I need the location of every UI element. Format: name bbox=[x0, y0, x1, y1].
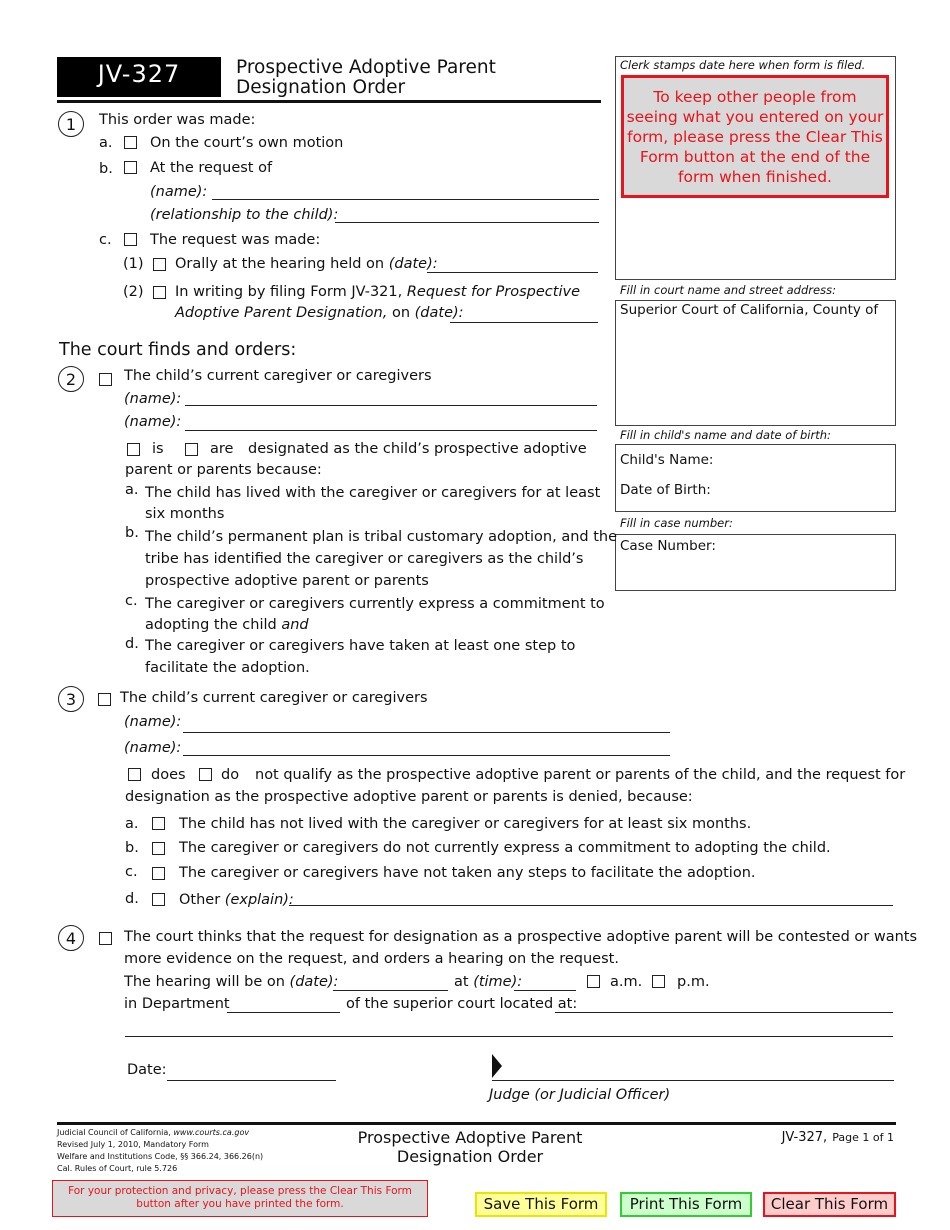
s1-c1-checkbox[interactable] bbox=[153, 258, 166, 271]
s3-does-label: does bbox=[151, 767, 186, 783]
footer-privacy-text: For your protection and privacy, please press the Clear This Form button after you have printed the form. bbox=[68, 1185, 412, 1210]
court-name-field[interactable] bbox=[615, 300, 896, 426]
child-dob-label: Date of Birth: bbox=[620, 482, 711, 498]
s4-location-field1[interactable] bbox=[555, 1012, 893, 1013]
s3-explain-field[interactable] bbox=[289, 905, 893, 906]
s3-name2-field[interactable] bbox=[183, 755, 670, 756]
s2-b2: tribe has identified the caregiver or caregivers as the child’s bbox=[145, 551, 584, 567]
s1-c-letter: c. bbox=[99, 232, 112, 248]
s2-designated: designated as the child’s prospective adoptive bbox=[248, 441, 587, 457]
item-4-number: 4 bbox=[58, 925, 84, 951]
s1-relationship-field[interactable] bbox=[335, 222, 599, 223]
s3-intro: The child’s current caregiver or caregivers bbox=[120, 690, 428, 706]
s4-line2: more evidence on the request, and orders a hearing on the request. bbox=[124, 951, 619, 967]
s1-c2-num: (2) bbox=[123, 284, 144, 300]
case-number-label: Case Number: bbox=[620, 538, 716, 554]
item-1-number: 1 bbox=[58, 111, 84, 137]
s2-is-label: is bbox=[152, 441, 164, 457]
s1-c2-line2: Adoptive Parent Designation, on (date): bbox=[175, 305, 464, 321]
court-name-text: Superior Court of California, County of bbox=[620, 302, 879, 318]
s1-c1-date-field[interactable] bbox=[427, 272, 598, 273]
footer-title-line2: Designation Order bbox=[396, 1147, 544, 1166]
s3-name2-label: (name): bbox=[124, 740, 182, 756]
s1-c2-checkbox[interactable] bbox=[153, 286, 166, 299]
s3-line1: not qualify as the prospective adoptive parent or parents of the child, and the request for bbox=[255, 767, 906, 783]
s1-name-field[interactable] bbox=[212, 199, 599, 200]
s1-a-letter: a. bbox=[99, 135, 113, 151]
form-number: JV-327 bbox=[97, 60, 181, 88]
clerk-stamp-label: Clerk stamps date here when form is filed. bbox=[620, 58, 866, 72]
s3-a-text: The child has not lived with the caregiver or caregivers for at least six months. bbox=[179, 816, 752, 832]
s1-c-text: The request was made: bbox=[150, 232, 321, 248]
s4-hearing: The hearing will be on (date): bbox=[124, 974, 339, 990]
s3-a-checkbox[interactable] bbox=[152, 817, 165, 830]
s1-c2-text: In writing by filing Form JV-321, Request for Prospective bbox=[175, 284, 580, 300]
s4-location-field2[interactable] bbox=[125, 1036, 893, 1037]
s2-c1: The caregiver or caregivers currently express a commitment to bbox=[145, 596, 605, 612]
s3-name1-field[interactable] bbox=[183, 732, 670, 733]
signature-arrow-icon bbox=[492, 1054, 502, 1078]
s3-c-text: The caregiver or caregivers have not taken any steps to facilitate the adoption. bbox=[179, 865, 756, 881]
s4-time-label: at (time): bbox=[454, 974, 523, 990]
s3-c-checkbox[interactable] bbox=[152, 867, 165, 880]
s1-c1-num: (1) bbox=[123, 256, 144, 272]
s2-d-letter: d. bbox=[125, 636, 139, 652]
s3-does-checkbox[interactable] bbox=[128, 768, 141, 781]
s2-d1: The caregiver or caregivers have taken at least one step to bbox=[145, 638, 576, 654]
s1-intro: This order was made: bbox=[99, 112, 256, 128]
s3-a-letter: a. bbox=[125, 816, 139, 832]
s3-do-label: do bbox=[221, 767, 240, 783]
s1-c2-date-field[interactable] bbox=[450, 322, 598, 323]
s2-a2: six months bbox=[145, 506, 225, 522]
date-label: Date: bbox=[127, 1062, 167, 1078]
s4-am-label: a.m. bbox=[610, 974, 643, 990]
footer-title-line1: Prospective Adoptive Parent bbox=[357, 1128, 583, 1147]
s1-b-letter: b. bbox=[99, 161, 113, 177]
header-rule bbox=[57, 100, 601, 103]
s4-dept-label: in Department bbox=[124, 996, 230, 1012]
s2-b-letter: b. bbox=[125, 525, 139, 541]
sign-date-field[interactable] bbox=[167, 1080, 336, 1081]
s3-name1-label: (name): bbox=[124, 714, 182, 730]
s2-name1-field[interactable] bbox=[185, 405, 597, 406]
form-title-line1: Prospective Adoptive Parent bbox=[236, 57, 496, 78]
s3-checkbox[interactable] bbox=[98, 693, 111, 706]
footer-page: JV-327, Page 1 of 1 bbox=[781, 1130, 894, 1145]
s2-a-letter: a. bbox=[125, 482, 139, 498]
s2-name2-field[interactable] bbox=[185, 430, 597, 431]
s3-do-checkbox[interactable] bbox=[199, 768, 212, 781]
clear-form-button[interactable]: Clear This Form bbox=[763, 1192, 896, 1217]
s3-d-checkbox[interactable] bbox=[152, 893, 165, 906]
s1-b-text: At the request of bbox=[150, 160, 273, 176]
child-name-label: Child's Name: bbox=[620, 452, 714, 468]
s2-c2: adopting the child and bbox=[145, 617, 309, 633]
s2-a1: The child has lived with the caregiver or caregivers for at least bbox=[145, 485, 601, 501]
footer-rule bbox=[57, 1122, 896, 1125]
s3-c-letter: c. bbox=[125, 864, 138, 880]
s2-c-letter: c. bbox=[125, 593, 138, 609]
judge-label: Judge (or Judicial Officer) bbox=[489, 1087, 671, 1103]
judge-signature-line[interactable] bbox=[492, 1080, 894, 1081]
s1-a-checkbox[interactable] bbox=[124, 136, 137, 149]
s2-b3: prospective adoptive parent or parents bbox=[145, 573, 429, 589]
s2-intro: The child’s current caregiver or caregivers bbox=[124, 368, 432, 384]
s4-pm-label: p.m. bbox=[677, 974, 710, 990]
s3-b-checkbox[interactable] bbox=[152, 842, 165, 855]
s2-b1: The child’s permanent plan is tribal customary adoption, and the bbox=[145, 529, 618, 545]
s4-date-field[interactable] bbox=[333, 990, 448, 991]
s4-checkbox[interactable] bbox=[99, 932, 112, 945]
s1-b-checkbox[interactable] bbox=[124, 161, 137, 174]
s4-dept-field[interactable] bbox=[227, 1012, 340, 1013]
s1-a-text: On the court’s own motion bbox=[150, 135, 344, 151]
case-label: Fill in case number: bbox=[620, 516, 733, 530]
s2-are-label: are bbox=[210, 441, 234, 457]
child-label: Fill in child's name and date of birth: bbox=[620, 428, 831, 442]
s1-c-checkbox[interactable] bbox=[124, 233, 137, 246]
footer-council: Judicial Council of California, www.courts.ca.gov bbox=[57, 1128, 250, 1137]
s3-d-text: Other (explain): bbox=[179, 892, 294, 908]
s2-checkbox[interactable] bbox=[99, 373, 112, 386]
s2-name2-label: (name): bbox=[124, 414, 182, 430]
findings-heading: The court finds and orders: bbox=[59, 340, 297, 360]
footer-rules: Cal. Rules of Court, rule 5.726 bbox=[57, 1164, 178, 1173]
s3-b-text: The caregiver or caregivers do not currently express a commitment to adopting the child. bbox=[179, 840, 831, 856]
s2-name1-label: (name): bbox=[124, 391, 182, 407]
s2-are-checkbox[interactable] bbox=[185, 443, 198, 456]
s2-line2: parent or parents because: bbox=[125, 462, 322, 478]
footer-revised: Revised July 1, 2010, Mandatory Form bbox=[57, 1140, 209, 1149]
s3-b-letter: b. bbox=[125, 840, 139, 856]
form-title-line2: Designation Order bbox=[236, 77, 406, 98]
item-3-number: 3 bbox=[58, 686, 84, 712]
s1-relationship-label: (relationship to the child): bbox=[150, 207, 339, 223]
s4-time-field[interactable] bbox=[514, 990, 576, 991]
print-form-button[interactable]: Print This Form bbox=[620, 1192, 752, 1217]
s3-line2: designation as the prospective adoptive parent or parents is denied, because: bbox=[125, 789, 693, 805]
footer-code: Welfare and Institutions Code, §§ 366.24, 366.26(n) bbox=[57, 1152, 264, 1161]
item-2-number: 2 bbox=[58, 366, 84, 392]
s4-line1: The court thinks that the request for designation as a prospective adoptive parent will be contested or wants bbox=[124, 929, 918, 945]
s3-d-letter: d. bbox=[125, 891, 139, 907]
privacy-notice-text: To keep other people from seeing what you entered on your form, please press the Clear This Form button at the end of the form when finished. bbox=[626, 88, 884, 186]
s2-d2: facilitate the adoption. bbox=[145, 660, 310, 676]
save-form-button[interactable]: Save This Form bbox=[475, 1192, 607, 1217]
s2-is-checkbox[interactable] bbox=[127, 443, 140, 456]
s4-am-checkbox[interactable] bbox=[587, 975, 600, 988]
s4-pm-checkbox[interactable] bbox=[652, 975, 665, 988]
s1-name-label: (name): bbox=[150, 184, 208, 200]
s1-c1-text: Orally at the hearing held on (date): bbox=[175, 256, 438, 272]
s4-located-label: of the superior court located at: bbox=[346, 996, 578, 1012]
court-label: Fill in court name and street address: bbox=[620, 283, 836, 297]
